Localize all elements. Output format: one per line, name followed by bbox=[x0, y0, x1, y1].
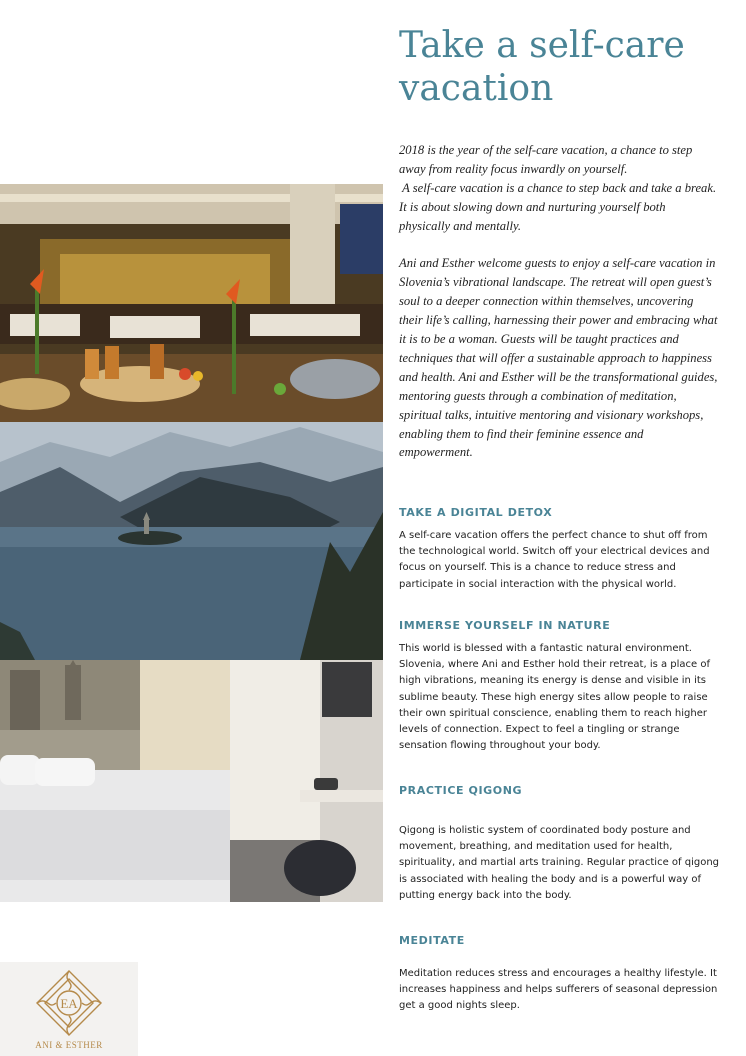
logo-monogram: EA bbox=[60, 996, 78, 1011]
section-heading: PRACTICE QIGONG bbox=[399, 784, 523, 797]
section-body: A self-care vacation offers the perfect chance to shut off from the technological world. Switch off your electrical devices and focus on yourself. This is a chance to reduce stress and participate in social interaction with the physical world. bbox=[399, 530, 710, 590]
page-title: Take a self-care vacation bbox=[399, 25, 685, 109]
section-nature bbox=[399, 619, 721, 754]
section-body: Qigong is holistic system of coordinated body posture and movement, breathing, and meditation used for health, spirituality, and martial arts training. Regular practice of qigong is associated with healing the body and is a powerful way of putting energy back into the body. bbox=[399, 825, 720, 901]
section-qigong bbox=[399, 784, 721, 904]
bedroom-photo bbox=[0, 660, 383, 902]
section-heading: MEDITATE bbox=[399, 934, 465, 947]
intro-paragraph: Ani and Esther welcome guests to enjoy a self-care vacation in Slovenia’s vibrational landscape. The retreat will open guest’s soul to a deeper connection within themselves, uncovering their life’s calling, harnessing their power and embracing what it is to be a woman. Guests will be taught practices and techniques that will offer a sustainable approach to happiness and health. Ani and Esther will be the transformational guides, mentoring guests through a combination of meditation, spiritual talks, intuitive mentoring and visionary workshops, enabling them to find their feminine essence and empowerment. bbox=[399, 256, 718, 460]
section-digital-detox bbox=[399, 506, 721, 593]
section-meditate bbox=[399, 934, 721, 1015]
intro-paragraph: A self-care vacation is a chance to step back and take a break. It is about slowing down and nurturing yourself both physically and mentally. bbox=[399, 180, 717, 233]
logo-emblem-icon bbox=[34, 968, 104, 1038]
lake-photo bbox=[0, 422, 383, 660]
buffet-photo bbox=[0, 184, 383, 422]
section-body: Meditation reduces stress and encourages a healthy lifestyle. It increases happiness and helps sufferers of seasonal depression get a good nights sleep. bbox=[399, 968, 718, 1012]
section-heading: IMMERSE YOURSELF IN NATURE bbox=[399, 619, 611, 632]
intro-text bbox=[399, 141, 719, 462]
intro-paragraph: 2018 is the year of the self-care vacation, a chance to step away from reality focus inwardly on yourself. bbox=[399, 143, 693, 176]
ani-esther-logo bbox=[0, 962, 138, 1056]
logo-name: ANI & ESTHER bbox=[35, 1040, 103, 1050]
section-heading: TAKE A DIGITAL DETOX bbox=[399, 506, 553, 519]
section-body: This world is blessed with a fantastic natural environment. Slovenia, where Ani and Esther hold their retreat, is a place of high vibrations, meaning its energy is dense and visible in its sublime beauty. These high energy sites allow people to raise their own spiritual conscience, enabling them to reach higher levels of connection. Expect to feel a tingling or strange sensation flowing throughout your body. bbox=[399, 643, 711, 752]
